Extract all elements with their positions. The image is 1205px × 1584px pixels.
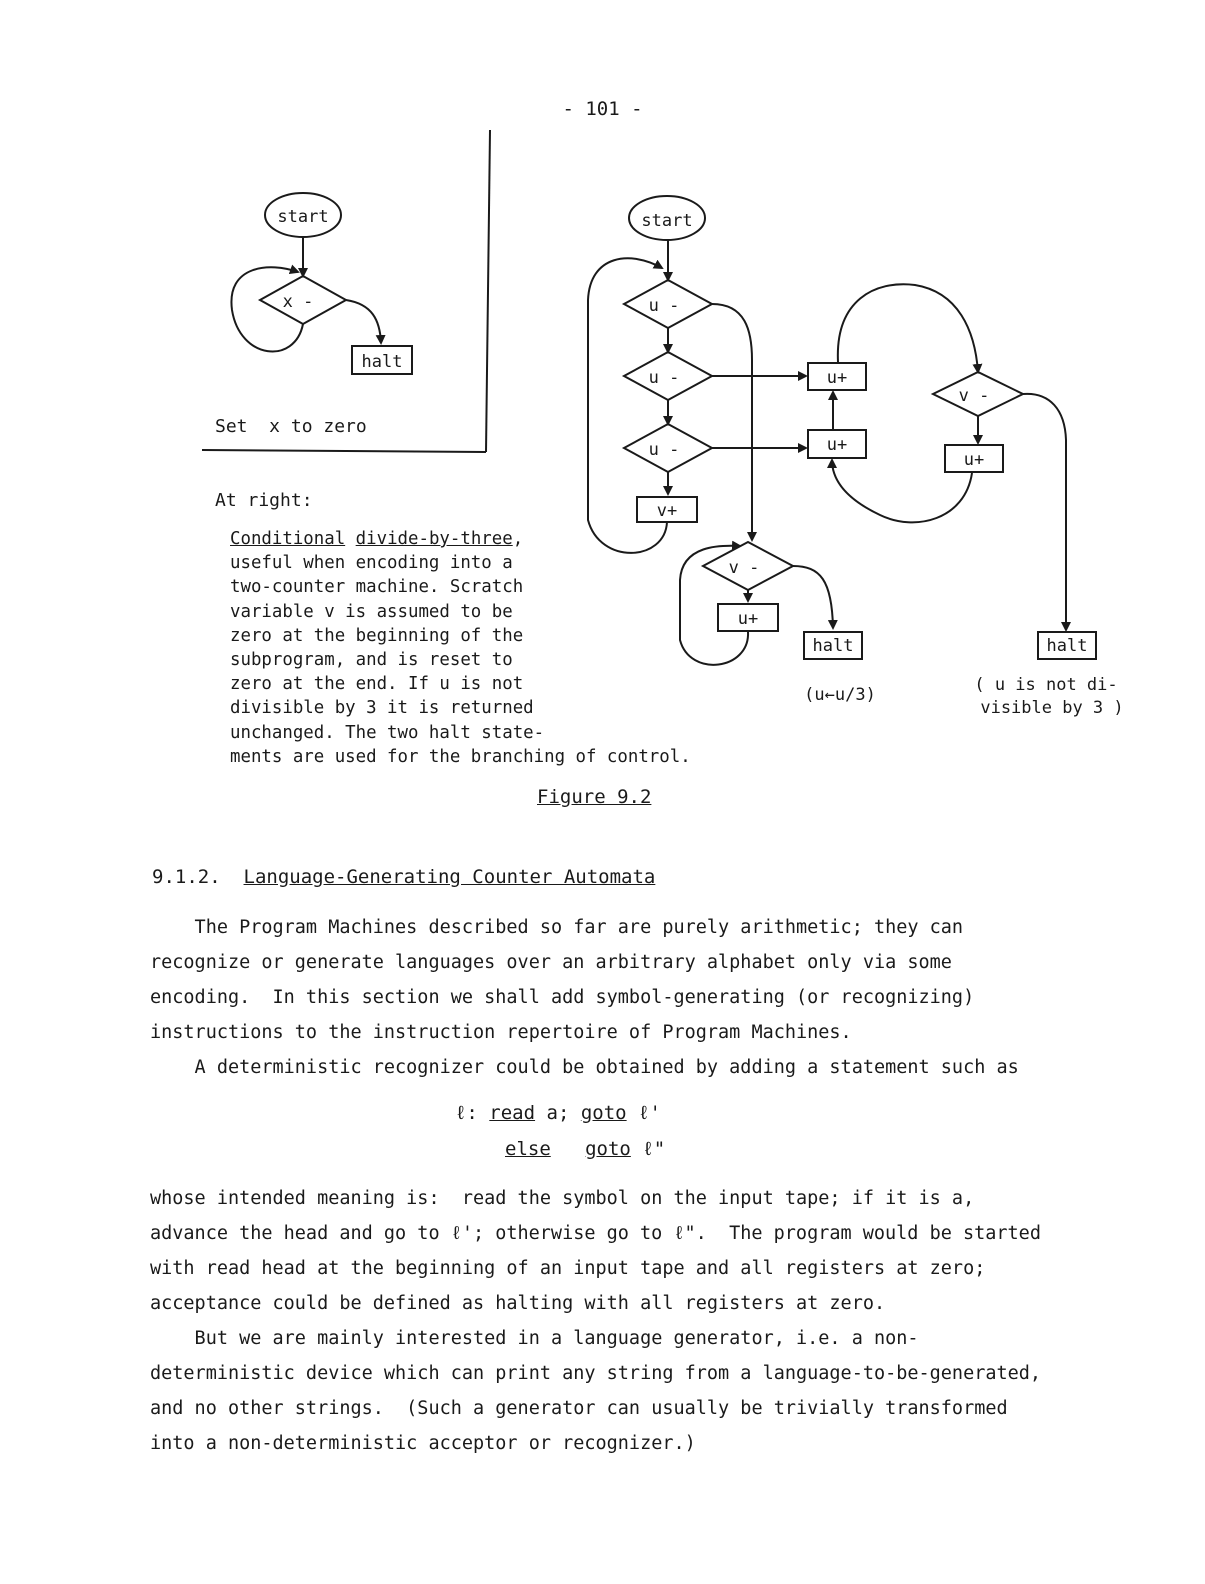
code-label: ℓ:: [455, 1102, 478, 1124]
label-halt-middle: halt: [812, 636, 854, 656]
desc-word-divide: divide-by-three: [355, 529, 513, 549]
label-u-inc-lower: u+: [737, 609, 759, 629]
label-u-inc-b: u+: [826, 435, 848, 455]
code-target-1: ℓ': [638, 1102, 661, 1124]
label-halt-right: halt: [1046, 636, 1088, 656]
figure-description: [230, 527, 691, 769]
left-figure-caption: Set x to zero: [215, 416, 367, 437]
left-halt-label: halt: [361, 352, 403, 372]
desc-line: variable v is assumed to be: [230, 601, 513, 622]
desc-line: subprogram, and is reset to: [230, 650, 513, 671]
code-line-1: [455, 1102, 661, 1125]
text-line: acceptance could be defined as halting with all registers at zero.: [150, 1293, 886, 1314]
left-start-label: start: [277, 207, 329, 227]
figure-label: Figure 9.2: [537, 786, 652, 808]
right-start-label: start: [641, 211, 693, 231]
note-not-divisible-2: visible by 3 ): [980, 698, 1124, 718]
section-heading: [152, 866, 655, 888]
at-right-label: At right:: [215, 490, 313, 511]
edge-to-halt-middle: [793, 566, 833, 628]
frame-vertical-rule: [486, 130, 490, 452]
section-title: Language-Generating Counter Automata: [243, 866, 656, 888]
text-line: The Program Machines described so far are purely arithmetic; they can: [150, 917, 964, 938]
desc-comma: ,: [512, 529, 524, 549]
label-u2: u -: [648, 368, 680, 388]
note-divisible: (u←u/3): [804, 685, 876, 705]
frame-horizontal-rule: [202, 450, 486, 452]
desc-line: ments are used for the branching of control.: [230, 746, 691, 767]
text-line: A deterministic recognizer could be obtained by adding a statement such as: [150, 1057, 1019, 1078]
desc-line: zero at the beginning of the: [230, 625, 524, 646]
text-line: recognize or generate languages over an arbitrary alphabet only via some: [150, 952, 952, 973]
text-line: instructions to the instruction repertoire of Program Machines.: [150, 1022, 852, 1043]
left-exit-edge: [346, 300, 381, 343]
paragraph-1: [150, 910, 1110, 1085]
text-line: into a non-deterministic acceptor or recognizer.): [150, 1433, 696, 1454]
code-goto-keyword: goto: [580, 1102, 627, 1124]
code-target-2: ℓ": [642, 1138, 666, 1160]
label-u-inc-c: u+: [963, 450, 985, 470]
desc-line: useful when encoding into a: [230, 553, 513, 574]
label-u3: u -: [648, 440, 680, 460]
code-line-2: [505, 1138, 665, 1161]
text-line: deterministic device which can print any string from a language-to-be-generated,: [150, 1363, 1042, 1384]
note-not-divisible-1: ( u is not di-: [974, 675, 1118, 695]
code-read-arg: a;: [546, 1102, 570, 1124]
desc-line: unchanged. The two halt state-: [230, 722, 545, 743]
label-v-lower: v -: [728, 558, 760, 578]
code-else-keyword: else: [505, 1138, 551, 1160]
section-number: 9.1.2.: [152, 866, 221, 888]
edge-to-halt-right: [1023, 394, 1066, 630]
desc-line: divisible by 3 it is returned: [230, 698, 534, 719]
label-v-inc: v+: [656, 501, 678, 521]
text-line: and no other strings. (Such a generator can usually be trivially transformed: [150, 1398, 1008, 1419]
text-line: advance the head and go to ℓ'; otherwise go to ℓ". The program would be started: [150, 1223, 1041, 1244]
page-number: - 101 -: [562, 98, 643, 120]
code-goto-keyword: goto: [585, 1138, 631, 1160]
code-read-keyword: read: [489, 1102, 536, 1124]
arc-to-u-inc: [832, 460, 972, 522]
edge-u1-exit: [712, 304, 752, 540]
desc-line: zero at the end. If u is not: [230, 674, 524, 695]
text-line: with read head at the beginning of an input tape and all registers at zero;: [150, 1258, 986, 1279]
label-u1: u -: [648, 296, 680, 316]
left-decision-label: x -: [282, 292, 314, 312]
desc-line: two-counter machine. Scratch: [230, 577, 524, 598]
label-u-inc-a: u+: [826, 368, 848, 388]
arc-to-v: [838, 284, 978, 372]
label-v-right: v -: [958, 386, 990, 406]
text-line: whose intended meaning is: read the symbol on the input tape; if it is a,: [150, 1188, 975, 1209]
paragraph-2: [150, 1181, 1110, 1461]
text-line: But we are mainly interested in a language generator, i.e. a non-: [150, 1328, 919, 1349]
text-line: encoding. In this section we shall add symbol-generating (or recognizing): [150, 987, 975, 1008]
desc-word-conditional: Conditional: [230, 529, 346, 549]
